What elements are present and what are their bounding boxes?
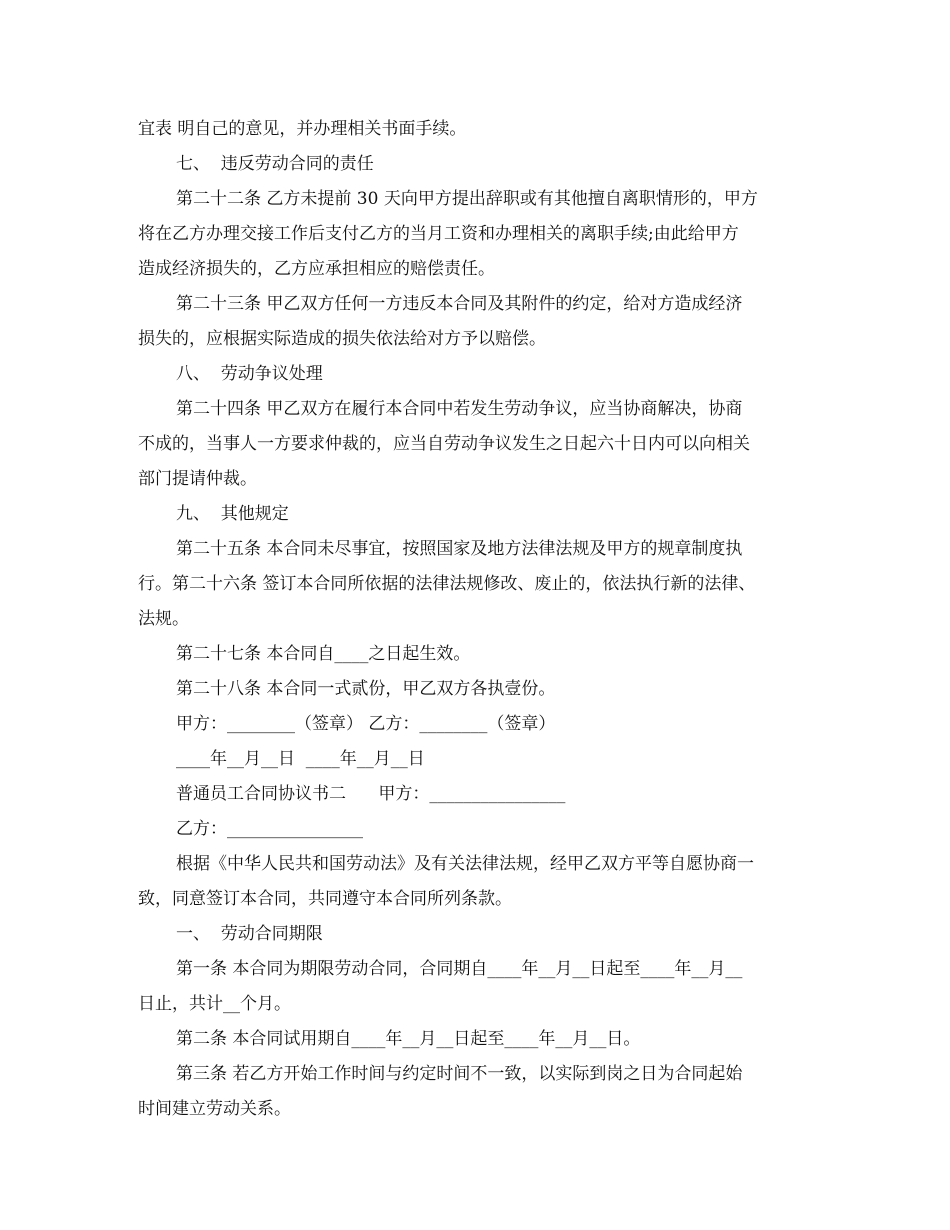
date-line: ____年__月__日 ____年__月__日 xyxy=(176,749,425,769)
text-line: 将在乙方办理交接工作后支付乙方的当月工资和办理相关的离职手续;由此给甲方 xyxy=(138,224,739,244)
text-line: 根据《中华人民共和国劳动法》及有关法律法规，经甲乙双方平等自愿协商一 xyxy=(176,854,754,874)
text-line: 第二十七条 本合同自____之日起生效。 xyxy=(176,644,471,664)
text-line: 致，同意签订本合同，共同遵守本合同所列条款。 xyxy=(138,889,512,909)
contract-title-line: 普通员工合同协议书二 甲方：________________ xyxy=(176,784,566,804)
text-line: 第二十四条 甲乙双方在履行本合同中若发生劳动争议，应当协商解决，协商 xyxy=(176,399,743,419)
text-line: 时间建立劳动关系。 xyxy=(138,1099,291,1119)
text-line: 第二条 本合同试用期自____年__月__日起至____年__月__日。 xyxy=(176,1029,641,1049)
signature-line: 甲方：________（签章） 乙方：________（签章） xyxy=(176,714,556,734)
text-line: 第二十二条 乙方未提前 30 天向甲方提出辞职或有其他擅自离职情形的，甲方 xyxy=(176,189,758,209)
section-heading-8: 八、 劳动争议处理 xyxy=(176,364,323,384)
text-line: 第三条 若乙方开始工作时间与约定时间不一致，以实际到岗之日为合同起始 xyxy=(176,1064,743,1084)
section-heading-9: 九、 其他规定 xyxy=(176,504,289,524)
text-line: 第一条 本合同为期限劳动合同，合同期自____年__月__日起至____年__月__ xyxy=(176,959,743,979)
text-line: 造成经济损失的，乙方应承担相应的赔偿责任。 xyxy=(138,259,495,279)
text-line: 第二十八条 本合同一式贰份，甲乙双方各执壹份。 xyxy=(176,679,556,699)
text-line: 日止，共计__个月。 xyxy=(138,994,291,1014)
text-line: 损失的，应根据实际造成的损失依法给对方予以赔偿。 xyxy=(138,329,546,349)
text-line: 行。第二十六条 签订本合同所依据的法律法规修改、废止的，依法执行新的法律、 xyxy=(138,574,756,594)
text-line: 宜表 明自己的意见，并办理相关书面手续。 xyxy=(138,119,467,139)
text-line: 部门提请仲裁。 xyxy=(138,469,257,489)
section-heading-7: 七、 违反劳动合同的责任 xyxy=(176,154,374,174)
section-heading-1: 一、 劳动合同期限 xyxy=(176,924,323,944)
text-line: 不成的，当事人一方要求仲裁的，应当自劳动争议发生之日起六十日内可以向相关 xyxy=(138,434,750,454)
text-line: 第二十五条 本合同未尽事宜，按照国家及地方法律法规及甲方的规章制度执 xyxy=(176,539,743,559)
text-line: 法规。 xyxy=(138,609,189,629)
text-line: 第二十三条 甲乙双方任何一方违反本合同及其附件的约定，给对方造成经济 xyxy=(176,294,743,314)
party-b-line: 乙方：________________ xyxy=(176,819,363,839)
